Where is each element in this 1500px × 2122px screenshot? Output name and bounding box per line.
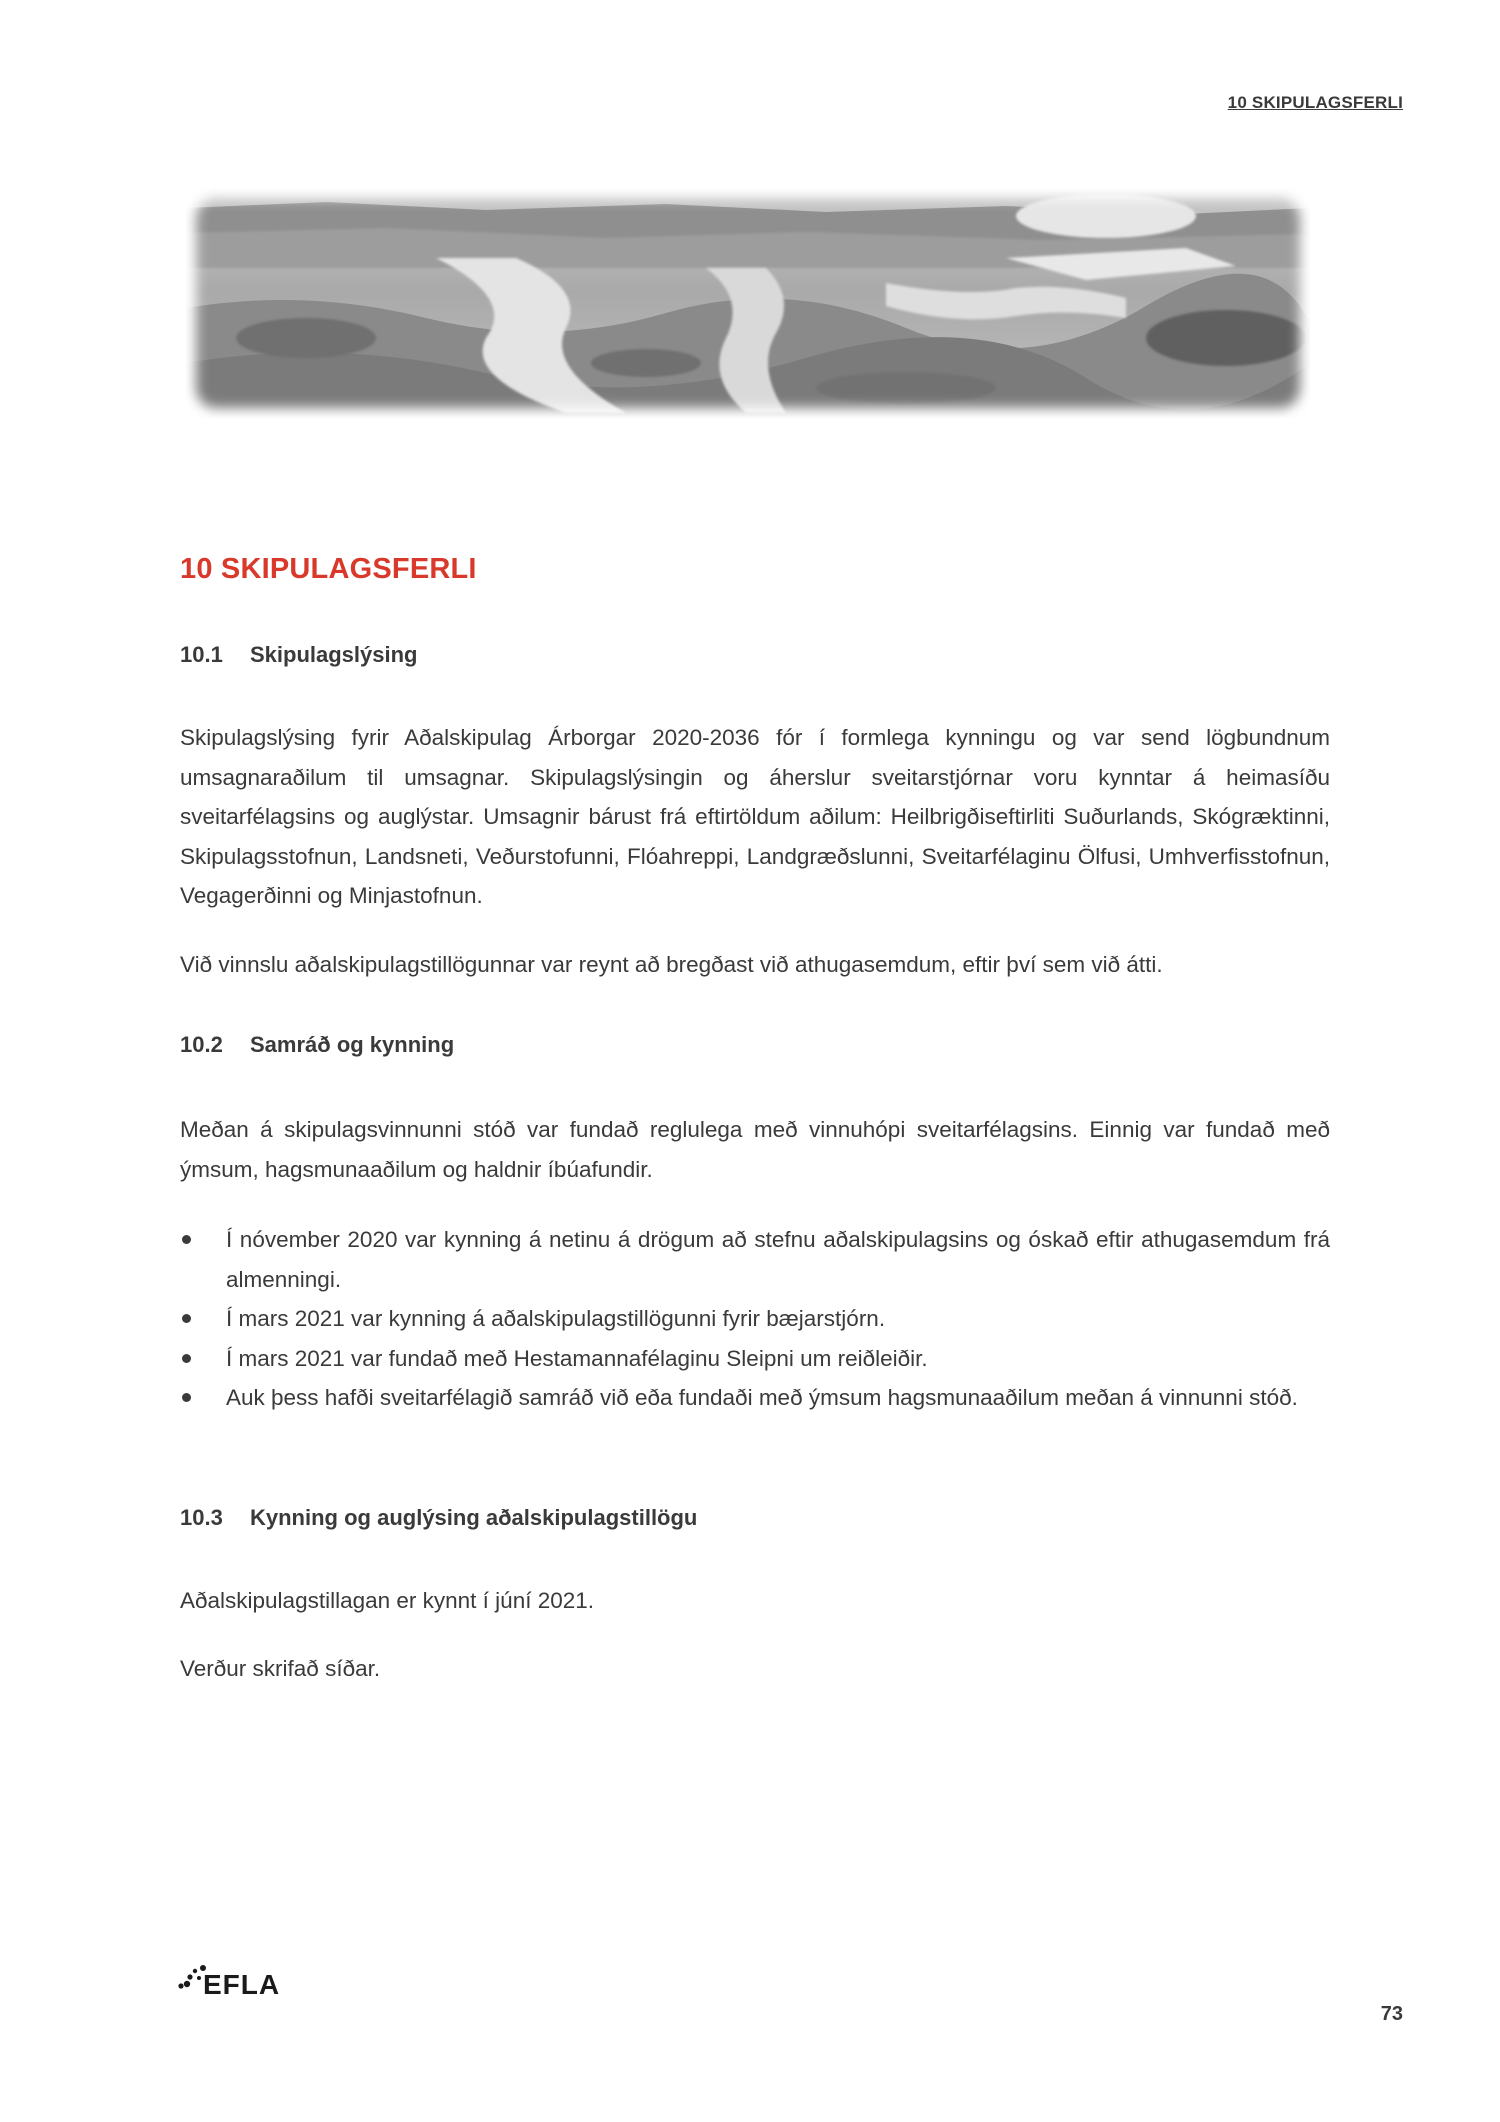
section-title: Kynning og auglýsing aðalskipulagstillögu — [250, 1505, 698, 1530]
list-item — [180, 1378, 1330, 1418]
bullet-icon — [182, 1235, 191, 1244]
efla-logo — [177, 1962, 292, 1998]
waterfall-landscape-photo — [186, 188, 1310, 418]
paragraph: Skipulagslýsing fyrir Aðalskipulag Árborgar 2020-2036 fór í formlega kynningu og var send lögbundnum umsagnaraðilum til umsagnar. Skipulagslýsingin og áherslur sveitarstjórnar voru kynntar á heimasíðu sveitarfélagsins og auglýstar. Umsagnir bárust frá eftirtöldum aðilum: Heilbrigðiseftirliti Suðurlands, Skógræktinni, Skipulagsstofnun, Landsneti, Veðurstofunni, Flóahreppi, Landgræðslunni, Sveitarfélaginu Ölfusi, Umhverfisstofnun, Vegagerðinni og Minjastofnun. — [180, 725, 1330, 908]
section-title: Skipulagslýsing — [250, 642, 418, 667]
list-item-text: Í mars 2021 var kynning á aðalskipulagstillögunni fyrir bæjarstjórn. — [226, 1306, 886, 1331]
logo-text: EFLA — [203, 1969, 281, 1998]
section-number: 10.2 — [180, 1032, 223, 1057]
chapter-title: 10 SKIPULAGSFERLI — [180, 553, 477, 585]
bullet-list — [180, 1220, 1330, 1418]
page-number: 73 — [1380, 2003, 1403, 2025]
paragraph: Við vinnslu aðalskipulagstillögunnar var reynt að bregðast við athugasemdum, eftir því sem við átti. — [180, 952, 1163, 977]
section-heading-10-2 — [180, 1032, 454, 1058]
list-item — [180, 1299, 1330, 1339]
section-number: 10.3 — [180, 1505, 223, 1530]
list-item-text: Í nóvember 2020 var kynning á netinu á drögum að stefnu aðalskipulagsins og óskað eftir athugasemdum frá almenningi. — [226, 1227, 1330, 1292]
paragraph: Aðalskipulagstillagan er kynnt í júní 2021. — [180, 1588, 595, 1613]
paragraph: Verður skrifað síðar. — [180, 1656, 381, 1681]
list-item-text: Auk þess hafði sveitarfélagið samráð við eða fundaði með ýmsum hagsmunaaðilum meðan á vinnunni stóð. — [226, 1385, 1298, 1410]
banner-image — [186, 188, 1310, 418]
section-heading-10-1 — [180, 642, 418, 668]
list-item-text: Í mars 2021 var fundað með Hestamannafélaginu Sleipni um reiðleiðir. — [226, 1345, 928, 1371]
paragraph: Meðan á skipulagsvinnunni stóð var fundað reglulega með vinnuhópi sveitarfélagsins. Einnig var fundað með ýmsum, hagsmunaaðilum og haldnir íbúafundir. — [180, 1117, 1330, 1182]
list-item — [180, 1220, 1330, 1299]
section-title: Samráð og kynning — [250, 1032, 455, 1057]
list-item — [180, 1339, 1330, 1379]
bullet-icon — [182, 1314, 191, 1323]
running-header: 10 SKIPULAGSFERLI — [1227, 93, 1403, 112]
section-number: 10.1 — [180, 642, 223, 667]
bullet-icon — [182, 1354, 191, 1363]
bullet-icon — [182, 1393, 191, 1402]
logo-mark-icon — [177, 1962, 292, 1998]
section-heading-10-3 — [180, 1505, 697, 1531]
